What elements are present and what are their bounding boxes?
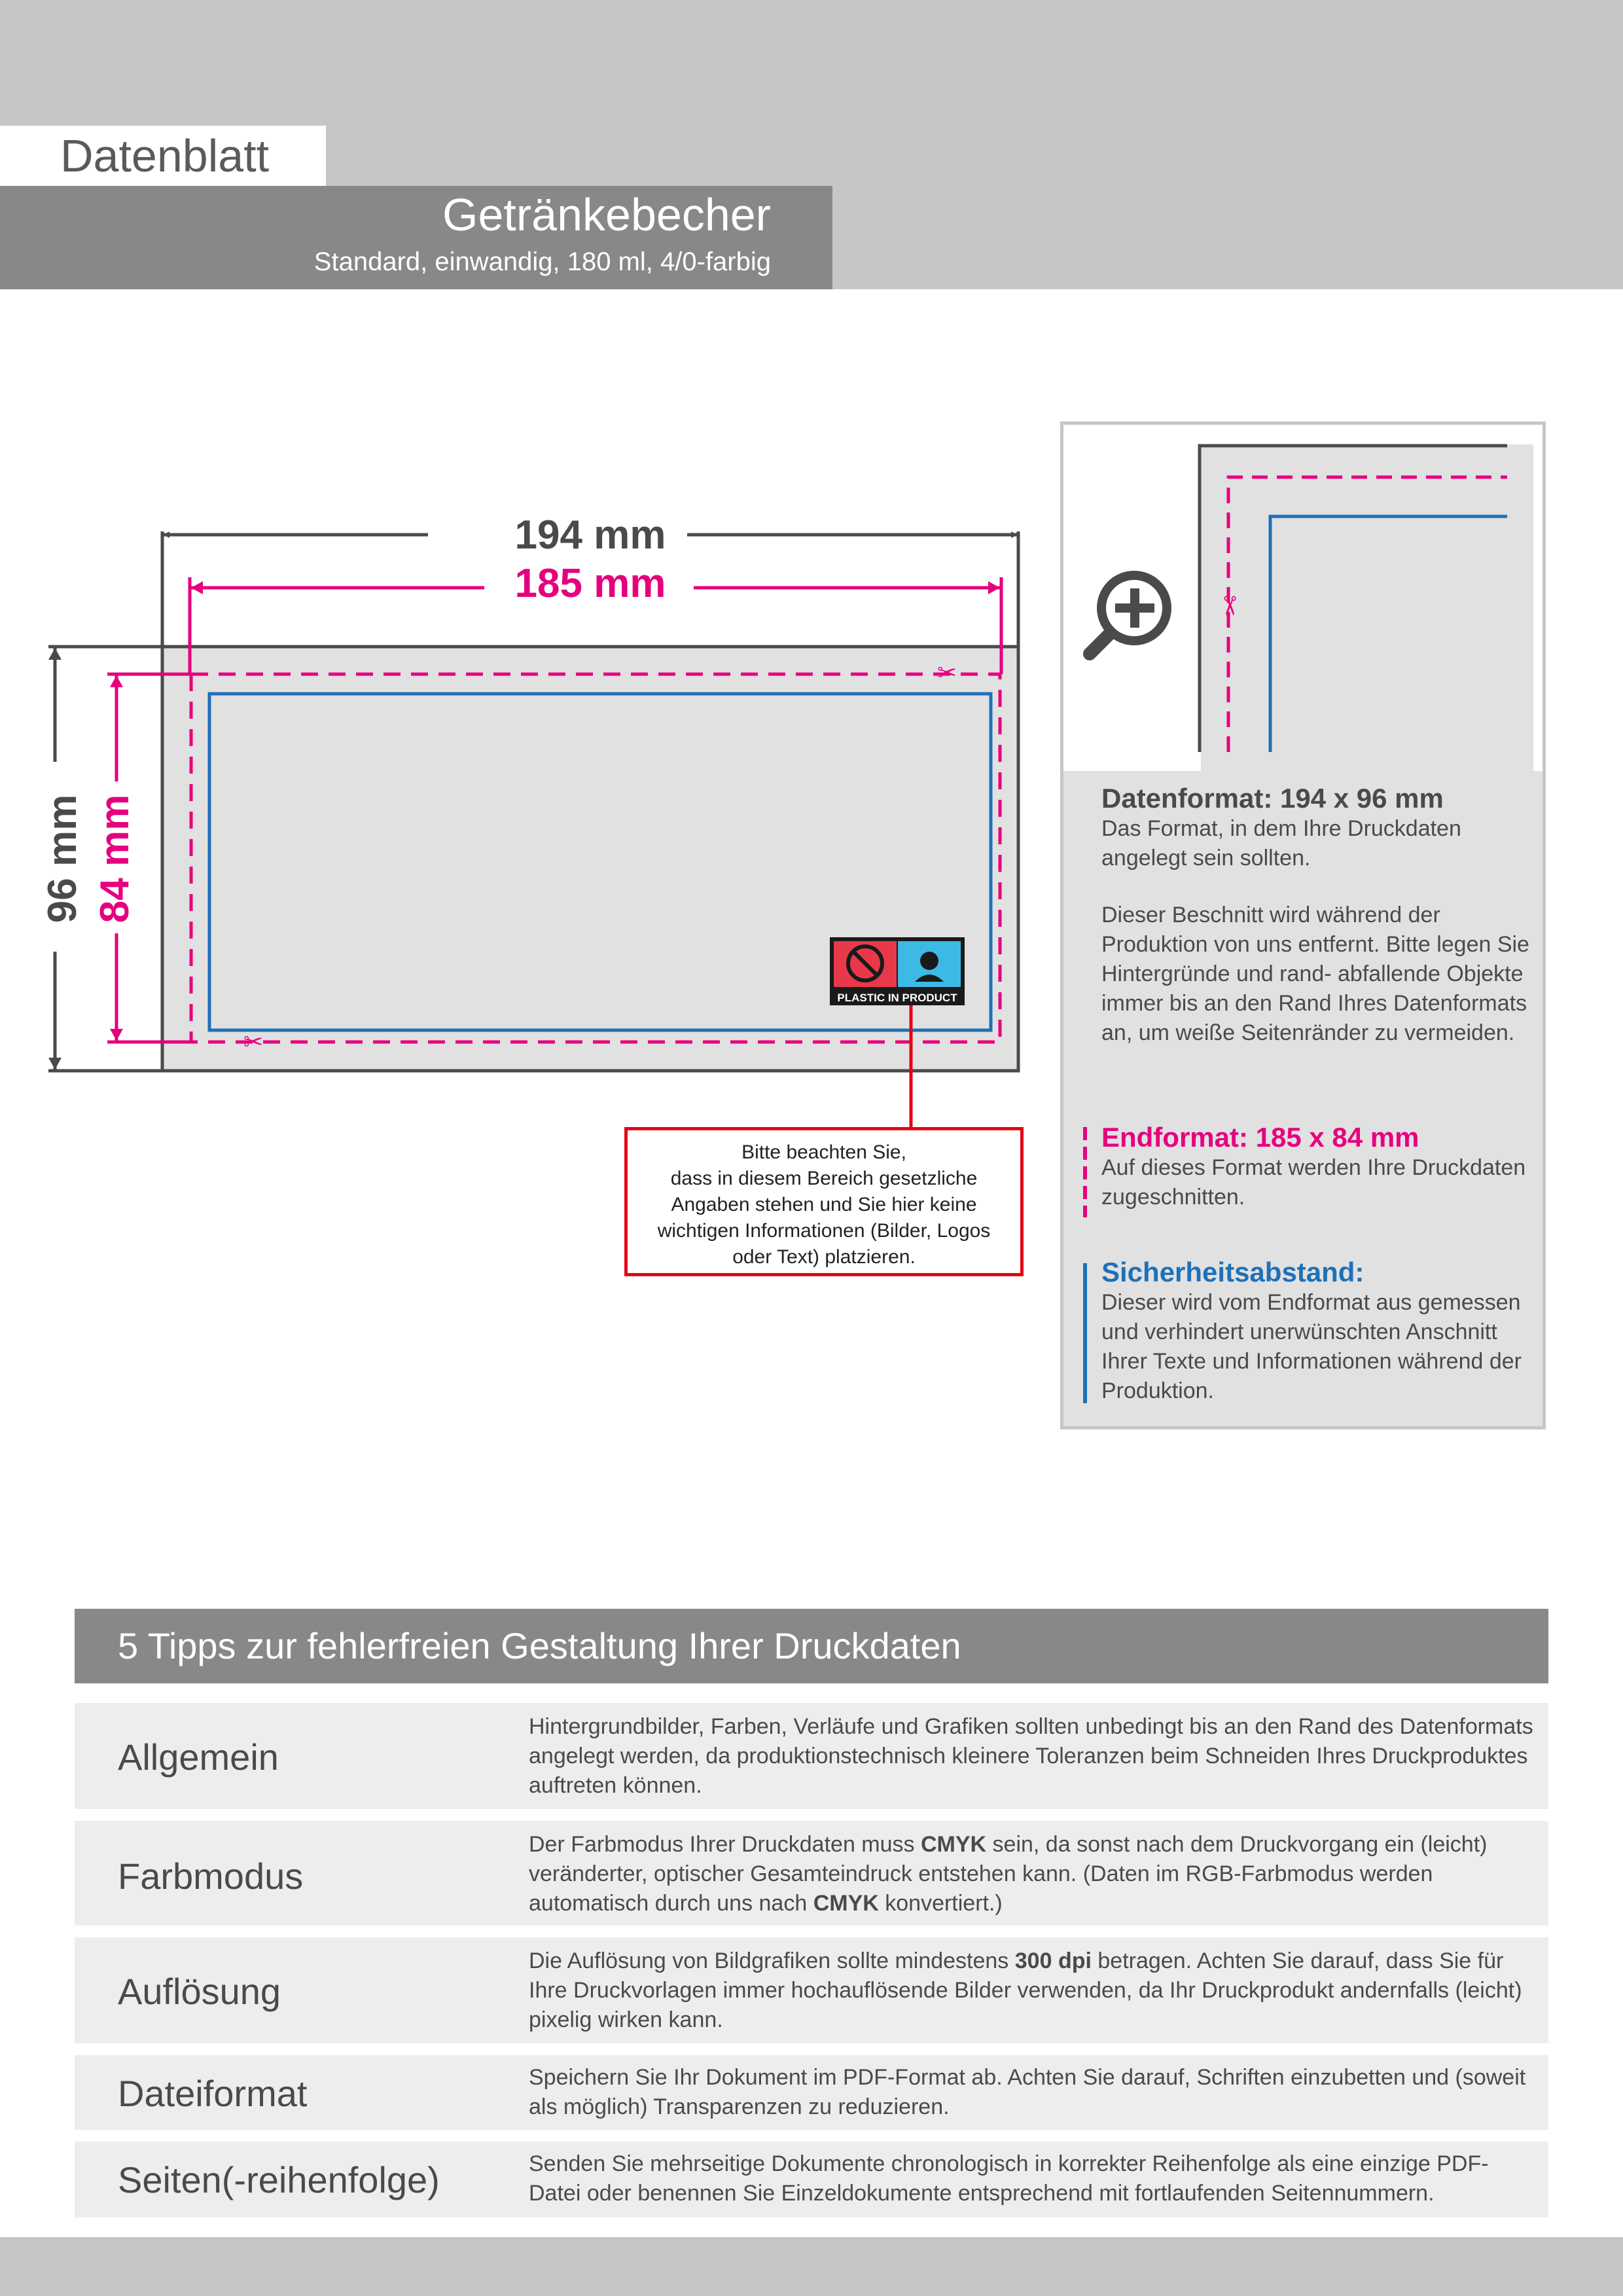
tip-text: Speichern Sie Ihr Dokument im PDF-Format ab. Achten Sie darauf, Schriften einzubetten und (soweit als möglich) Transparenzen zu reduzieren. [529, 2065, 1526, 2119]
tip-row [75, 1703, 1548, 1809]
datenformat-title: Datenformat: 194 x 96 mm [1101, 783, 1444, 814]
svg-text:✂: ✂ [243, 1029, 264, 1056]
corner-detail-box [1060, 422, 1546, 775]
legal-notice-text: Bitte beachten Sie, dass in diesem Bereich gesetzliche Angaben stehen und Sie hier keine wichtigen Informationen (Bilder, Logos oder Text) platzieren. [657, 1141, 991, 1268]
tip-label: Farbmodus [118, 1856, 304, 1897]
safety-line-marker [1083, 1263, 1087, 1403]
trim-line-marker [1083, 1127, 1087, 1217]
sicherheit-text: Dieser wird vom Endformat aus gemessen und verhindert unerwünschten Anschnitt Ihrer Texte und Informationen während der Produktion. [1101, 1290, 1522, 1403]
sicherheit-title: Sicherheitsabstand: [1101, 1257, 1364, 1287]
logo-caption: PLASTIC IN PRODUCT [837, 992, 957, 1004]
tip-label: Seiten(-reihenfolge) [118, 2159, 440, 2200]
footer-band [0, 2237, 1623, 2296]
width-inner-label: 185 mm [514, 561, 666, 606]
product-variant: Standard, einwandig, 180 ml, 4/0-farbig [313, 247, 771, 276]
corner-detail [1063, 425, 1543, 772]
tip-label: Dateiformat [118, 2073, 308, 2114]
tip-label: Auflösung [118, 1971, 281, 2012]
doc-type-label: Datenblatt [60, 130, 270, 181]
tip-text: Senden Sie mehrseitige Dokumente chronologisch in korrekter Reihenfolge als eine einzige PDF-Datei oder benennen Sie Einzeldokumente entsprechend mit fortlaufenden Seitennummern. [529, 2151, 1489, 2206]
endformat-text: Auf dieses Format werden Ihre Druckdaten zugeschnitten. [1101, 1155, 1526, 1210]
tip-text: Hintergrundbilder, Farben, Verläufe und Grafiken sollten unbedingt bis an den Rand des Datenformats angelegt werden, da produktionstechnisch kleinere Toleranzen beim Schneiden Ihres Druckproduktes auftreten können. [529, 1714, 1533, 1798]
data-format-area [162, 647, 1018, 1071]
tip-text: Die Auflösung von Bildgrafiken sollte mindestens 300 dpi betragen. Achten Sie darauf, dass Sie für Ihre Druckvorlagen immer hochauflösende Bilder verwenden, da Ihr Druckprodukt andernfalls (leicht) pixelig wirken kann. [529, 1948, 1522, 2032]
tip-row [75, 2142, 1548, 2217]
beschnitt-text: Dieser Beschnitt wird während der Produktion von uns entfernt. Bitte legen Sie Hintergründe und rand- abfallende Objekte immer bis an den Rand Ihres Datenformats an, um weiße Seitenränder zu vermeiden. [1101, 903, 1529, 1045]
format-info-panel [1060, 771, 1546, 1429]
tip-row [75, 1821, 1548, 1926]
height-inner-label: 84 mm [92, 794, 137, 924]
tip-text: Der Farbmodus Ihrer Druckdaten muss CMYK sein, da sonst nach dem Druckvorgang ein (leicht) veränderter, optischer Gesamteindruck entstehen kann. (Daten im RGB-Farbmodus werden automatisch durch uns nach CMYK konvertiert.) [529, 1832, 1488, 1916]
tips-header [75, 1609, 1548, 1683]
height-outer-label: 96 mm [40, 794, 85, 924]
plastic-in-product-logo [830, 937, 965, 1005]
scissors-icon [937, 660, 957, 687]
legal-notice-box [624, 1127, 1024, 1276]
product-title: Getränkebecher [442, 189, 771, 240]
scissors-icon [243, 1029, 263, 1056]
doc-type-tab [0, 126, 326, 186]
width-outer-label: 194 mm [514, 512, 666, 558]
endformat-title: Endformat: 185 x 84 mm [1101, 1122, 1419, 1153]
svg-text:✂: ✂ [937, 660, 957, 687]
tips-title: 5 Tipps zur fehlerfreien Gestaltung Ihrer Druckdaten [118, 1625, 961, 1666]
tip-row [75, 2055, 1548, 2130]
tip-label: Allgemein [118, 1736, 279, 1778]
datenformat-text: Das Format, in dem Ihre Druckdaten angelegt sein sollten. [1101, 816, 1461, 870]
scissors-icon: ✂ [1214, 595, 1244, 617]
product-title-bar [0, 186, 832, 289]
zoom-in-icon [1090, 575, 1167, 654]
tip-row [75, 1937, 1548, 2043]
